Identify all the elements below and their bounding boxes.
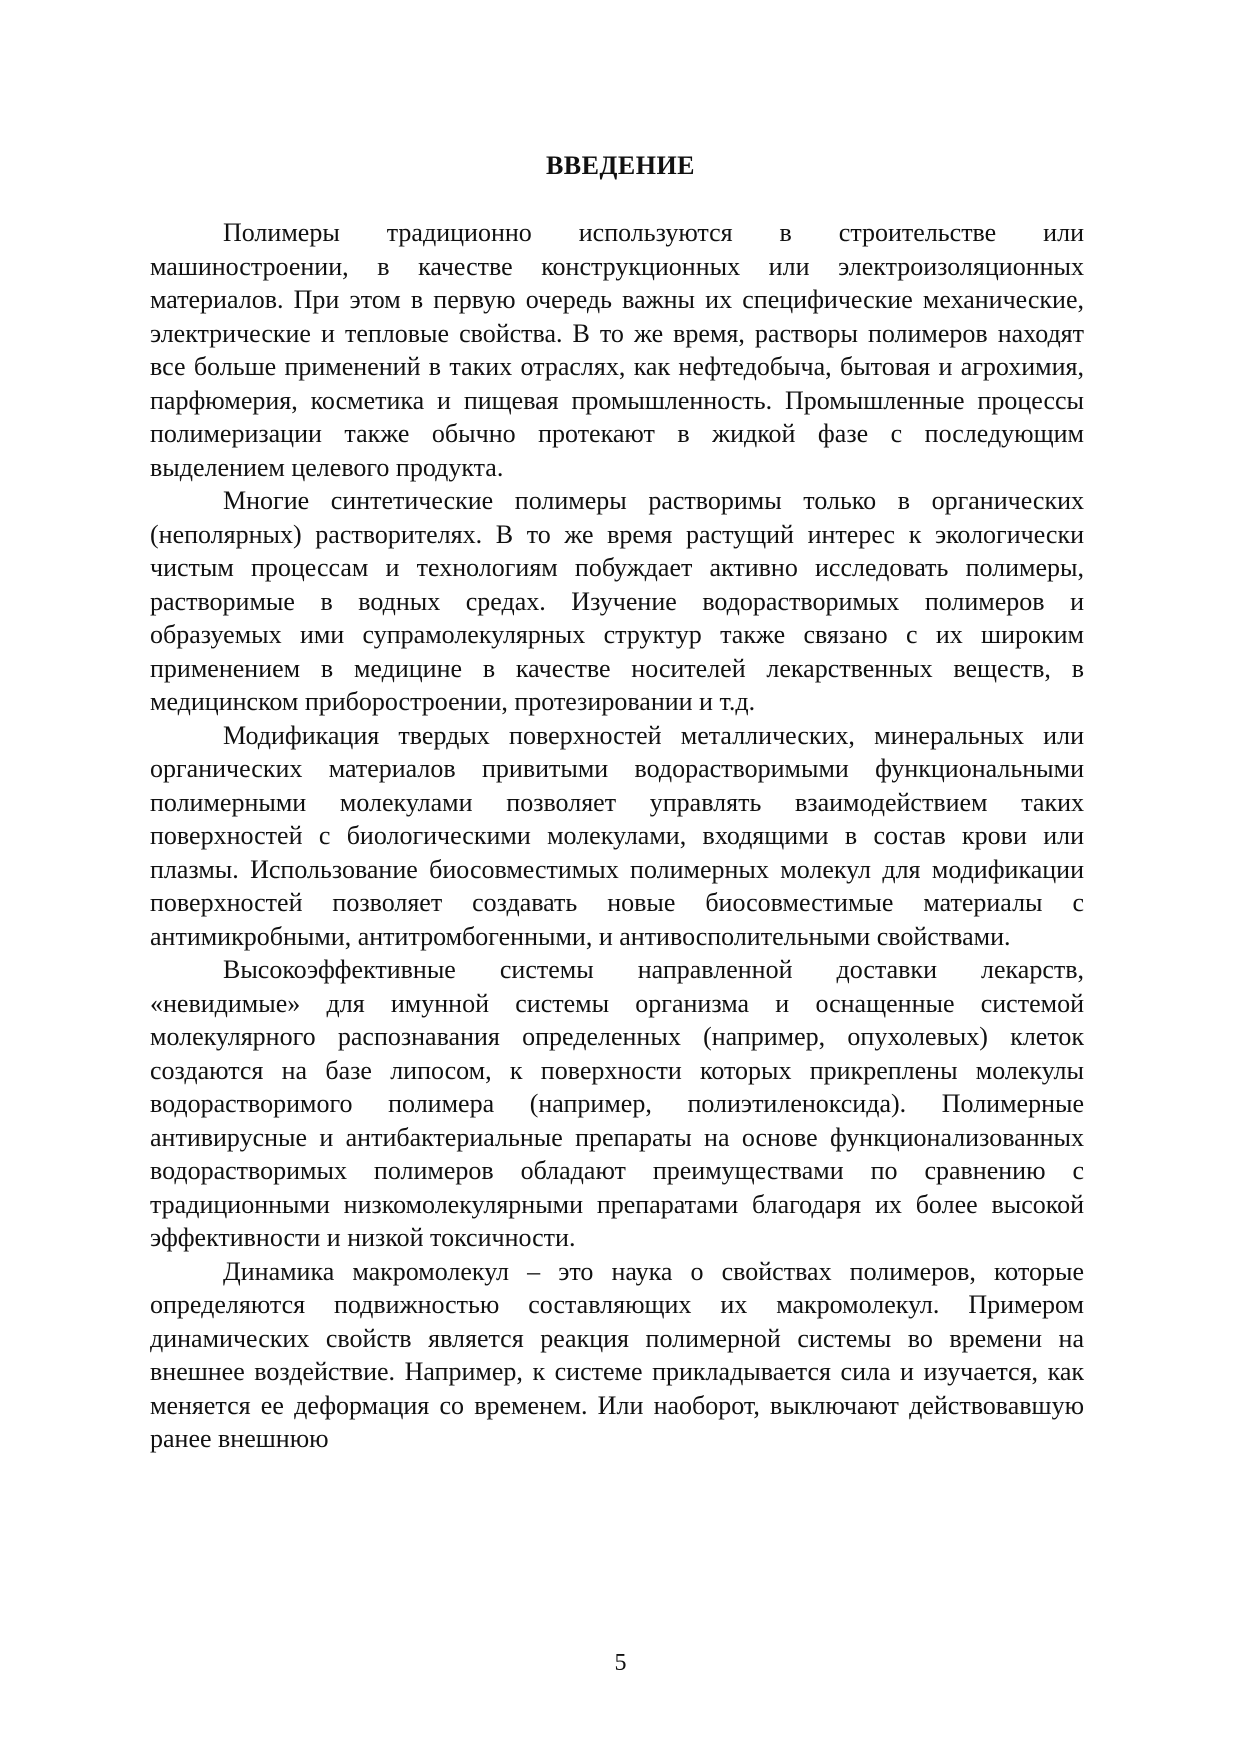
body-text bbox=[150, 216, 1084, 1456]
paragraph-polymers-applications: Полимеры традиционно используются в строительстве или машиностроении, в качестве конструкционных или электроизоляционных материалов. При этом в первую очередь важны их специфические механические, электрические и тепловые свойства. В то же время, растворы полимеров находят все больше применений в таких отраслях, как нефтедобыча, бытовая и агрохимия, парфюмерия, косметика и пищевая промышленность. Промышленные процессы полимеризации также обычно протекают в жидкой фазе с последующим выделением целевого продукта. bbox=[150, 218, 1084, 482]
paragraph-water-soluble-polymers: Многие синтетические полимеры растворимы только в органических (неполярных) растворителях. В то же время растущий интерес к экологически чистым процессам и технологиям побуждает активно исследовать полимеры, растворимые в водных средах. Изучение водорастворимых полимеров и образуемых ими супрамолекулярных структур также связано с их широким применением в медицине в качестве носителей лекарственных веществ, в медицинском приборостроении, протезировании и т.д. bbox=[150, 486, 1084, 716]
page-number: 5 bbox=[614, 1650, 627, 1676]
paragraph-surface-modification: Модификация твердых поверхностей металлических, минеральных или органических материалов привитыми водорастворимыми функциональными полимерными молекулами позволяет управлять взаимодействием таких поверхностей с биологическими молекулами, входящими в состав крови или плазмы. Использование биосовместимых полимерных молекул для модификации поверхностей позволяет создавать новые биосовместимые материалы с антимикробными, антитромбогенными, и антивосполительными свойствами. bbox=[150, 720, 1084, 951]
paragraph-drug-delivery: Высокоэффективные системы направленной доставки лекарств, «невидимые» для имунной системы организма и оснащенные системой молекулярного распознавания определенных (например, опухолевых) клеток создаются на базе липосом, к поверхности которых прикреплены молекулы водорастворимого полимера (например, полиэтиленоксида). Полимерные антивирусные и антибактериальные препараты на основе функционализованных водорастворимых полимеров обладают преимуществами по сравнению с традиционными низкомолекулярными препаратами благодаря их более высокой эффективности и низкой токсичности. bbox=[150, 955, 1084, 1252]
page-title: ВВЕДЕНИЕ bbox=[545, 151, 696, 180]
paragraph-macromolecule-dynamics: Динамика макромолекул – это наука о свойствах полимеров, которые определяются подвижностью составляющих их макромолекул. Примером динамических свойств является реакция полимерной системы во времени на внешнее воздействие. Например, к системе прикладывается сила и изучается, как меняется ее деформация со временем. Или наоборот, выключают действовавшую ранее внешнюю bbox=[150, 1256, 1084, 1453]
